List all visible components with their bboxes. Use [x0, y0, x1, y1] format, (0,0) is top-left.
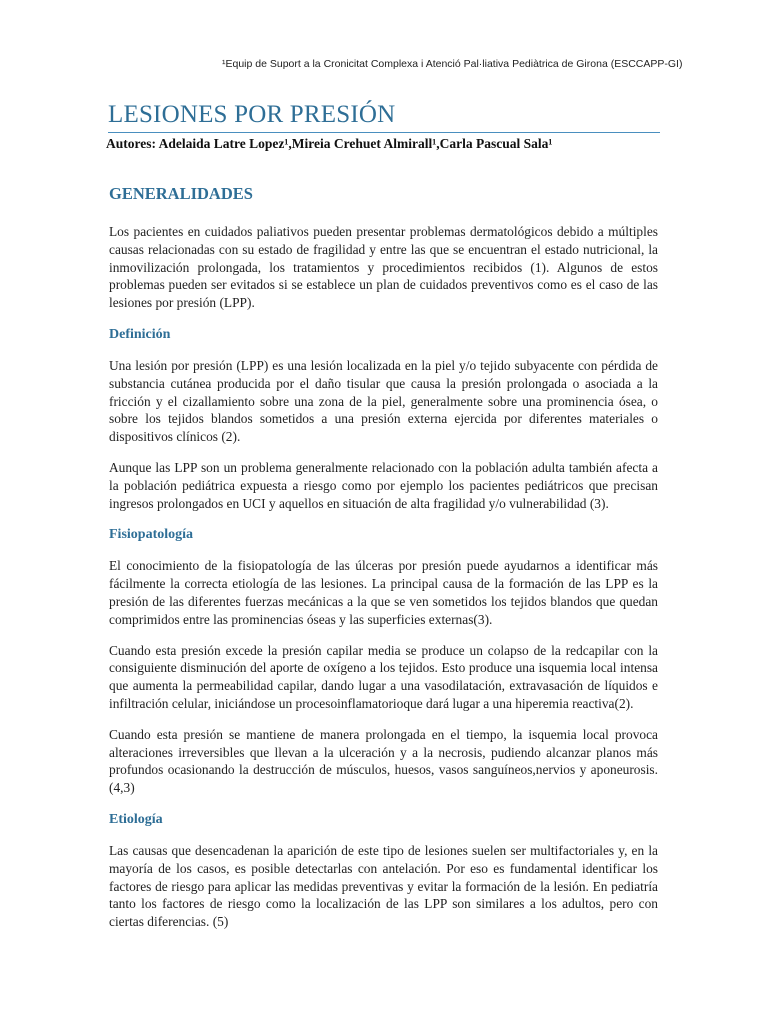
- paragraph: Cuando esta presión se mantiene de manera prolongada en el tiempo, la isquemia local provoca alteraciones irreversibles que llevan a la ulceración y a la necrosis, pudiendo alcanzar planos más profundos ocasionando la destrucción de músculos, huesos, vasos sanguíneos,nervios y aponeurosis. (4,3): [109, 726, 658, 796]
- paragraph: Aunque las LPP son un problema generalmente relacionado con la población adulta también afecta a la población pediátrica expuesta a riesgo como por ejemplo los pacientes pediátricos que precisan ingresos prolongados en UCI y aquellos en situación de alta fragilidad y/o vulnerabilidad (3).: [109, 459, 658, 511]
- paragraph: El conocimiento de la fisiopatología de las úlceras por presión puede ayudarnos a identificar más fácilmente la correcta etiología de las lesiones. La principal causa de la formación de las LPP es la presión de las diferentes fuerzas mecánicas a la que se ven sometidos los tejidos blandos que quedan comprimidos entre las prominencias óseas y las superficies externas(3).: [109, 558, 658, 627]
- authors-line: Autores: Adelaida Latre Lopez¹,Mireia Crehuet Almirall¹,Carla Pascual Sala¹: [106, 136, 553, 151]
- paragraph: Cuando esta presión excede la presión capilar media se produce un colapso de la redcapilar con la consiguiente disminución del aporte de oxígeno a los tejidos. Esto produce una isquemia local intensa que aumenta la permeabilidad capilar, dando lugar a una vasodilatación, extravasación de líquidos e infiltración celular, iniciándose un procesoinflamatorioque dará lugar a una hiperemia reactiva(2).: [109, 642, 658, 711]
- paragraph: Las causas que desencadenan la aparición de este tipo de lesiones suelen ser multifactoriales y, en la mayoría de los casos, es posible detectarlas con antelación. Por eso es fundamental identificar los factores de riesgo para aplicar las medidas preventivas y evitar la formación de la lesión. En pediatría tanto los factores de riesgo como la localización de las LPP son similares a los adultos, pero con ciertas diferencias. (5): [109, 842, 658, 930]
- affiliation-note: ¹Equip de Suport a la Cronicitat Complexa i Atenció Pal·liativa Pediàtrica de Girona (ESCCAPP-GI): [222, 58, 683, 70]
- document-title: LESIONES POR PRESIÓN: [108, 100, 660, 133]
- section-heading-definicion: Definición: [109, 326, 171, 342]
- section-heading-etiologia: Etiología: [109, 811, 163, 827]
- section-heading-fisiopatologia: Fisiopatología: [109, 527, 194, 543]
- paragraph: Los pacientes en cuidados paliativos pueden presentar problemas dermatológicos debido a múltiples causas relacionadas con su estado de fragilidad y entre las que se encuentran el estado nutricional, la inmovilización prolongada, los tratamientos y procedimientos recibidos (1). Algunos de estos problemas pueden ser evitados si se establece un plan de cuidados preventivos como es el caso de las lesiones por presión (LPP).: [109, 224, 658, 311]
- paragraph: Una lesión por presión (LPP) es una lesión localizada en la piel y/o tejido subyacente con pérdida de substancia cutánea producida por el daño tisular que causa la presión prolongada o asociada a la fricción y el cizallamiento sobre una zona de la piel, generalmente sobre una prominencia ósea, o sobre los tejidos blandos sometidos a una presión externa ejercida por diferentes materiales o dispositivos clínicos (2).: [109, 357, 658, 445]
- section-heading-generalidades: GENERALIDADES: [109, 184, 253, 203]
- document-body: [109, 180, 658, 944]
